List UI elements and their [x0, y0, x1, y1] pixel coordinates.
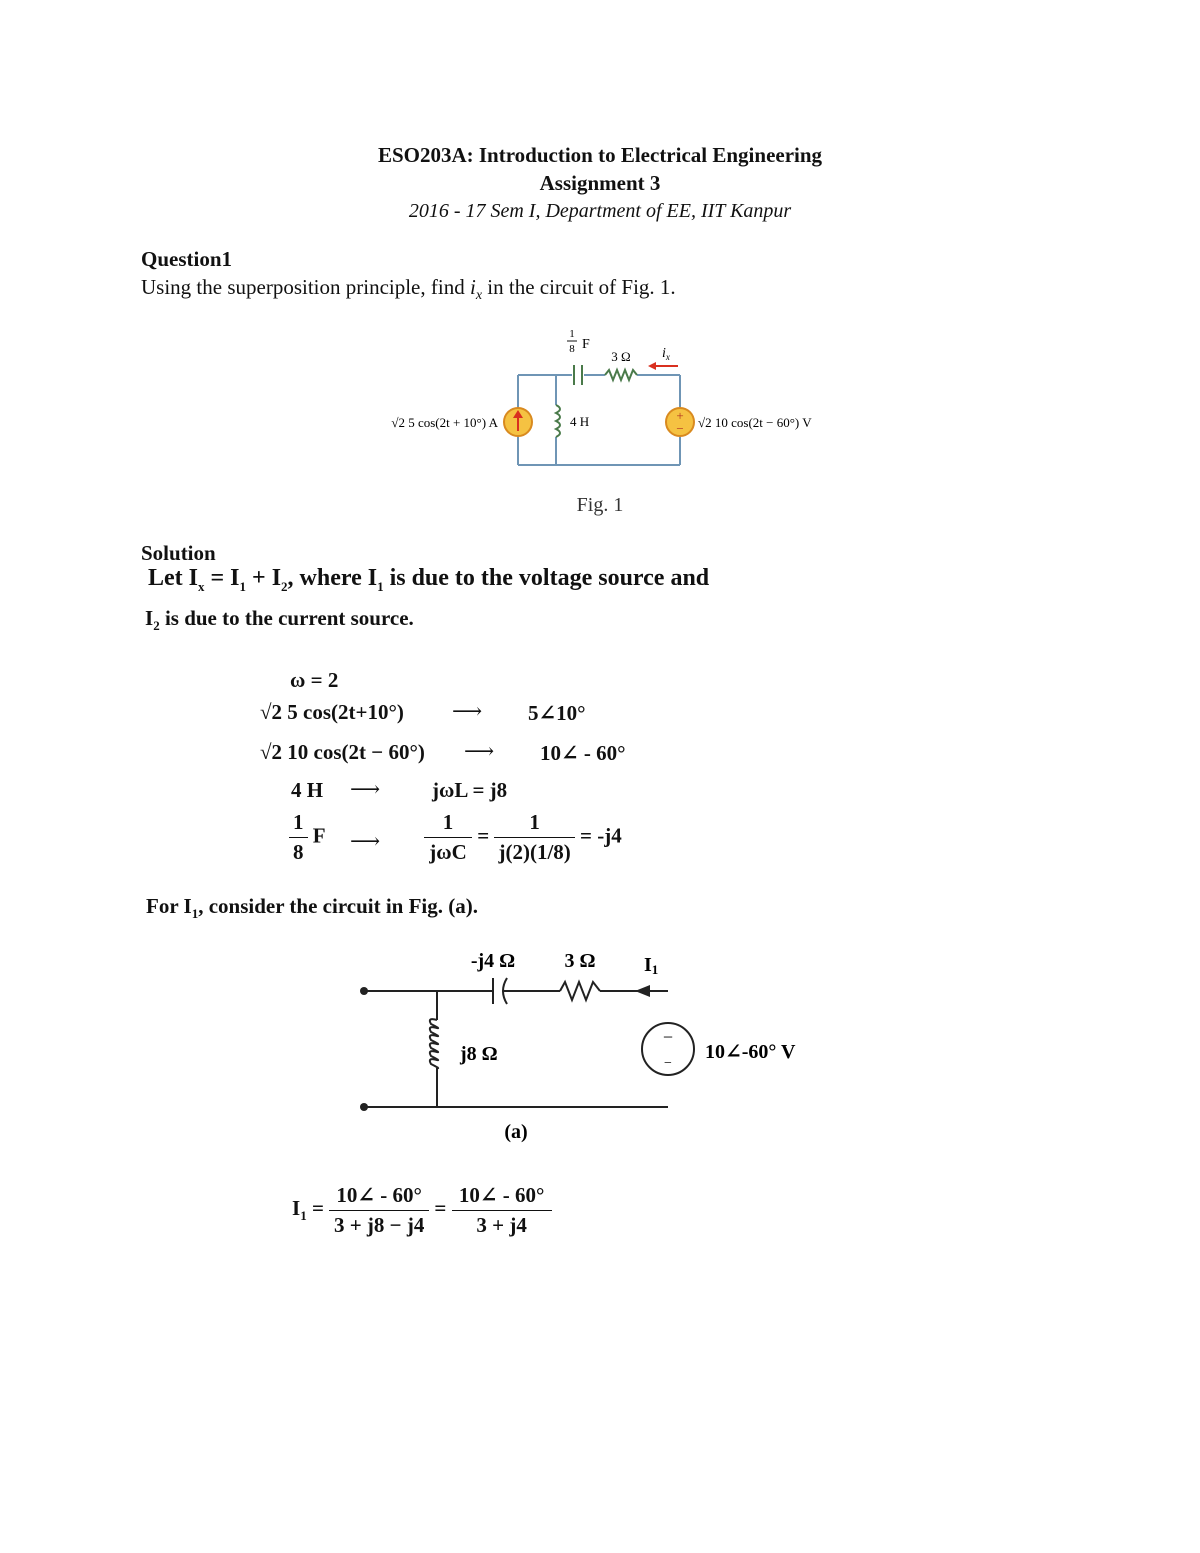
solution-let: Let [148, 565, 183, 591]
fig1-cap-bot: 8 [569, 343, 575, 355]
fig1-current-source-label: √2 5 cos(2t + 10°) A [391, 415, 498, 430]
solution-where: where [299, 565, 362, 591]
question-text-before: Using the superposition principle, find [141, 275, 465, 299]
fig1-resistor-label: 3 Ω [611, 349, 631, 364]
question-variable: i [469, 275, 476, 299]
fig1-inductor [556, 405, 560, 437]
eq3-left: 4 H [291, 778, 324, 802]
final-f1-den: 3 + j8 − j4 [333, 1213, 425, 1237]
assignment-title: Assignment 3 [539, 171, 661, 195]
course-title: ESO203A: Introduction to Electrical Engineering [377, 143, 823, 167]
fig-a-source-label: 10∠-60° V [705, 1041, 796, 1063]
svg-text:−: − [664, 1056, 672, 1071]
fig1-voltage-source [666, 408, 694, 436]
final-lhs-var: I [292, 1195, 301, 1220]
eq3-right: jωL = j8 [432, 778, 508, 802]
question-text-after: in the circuit of Fig. 1. [487, 275, 676, 299]
eq4-right: $\frac{1}{\text{jωC}}$ = $\frac{1}{j(2)(1/8)}$ = -j4 [424, 810, 622, 865]
fig-a-cap-label: -j4 Ω [470, 950, 516, 972]
final-lhs [292, 1195, 307, 1223]
svg-text:−: − [662, 1027, 674, 1047]
fig1-current-sub: x [665, 352, 670, 362]
question-heading: Question1 [141, 247, 233, 271]
eq4-left [289, 810, 326, 865]
eq2-right: 10∠ - 60° [540, 741, 626, 765]
fig1-resistor [605, 370, 637, 380]
fig1-current-label [662, 346, 670, 362]
eq2-arrow: ⟶ [464, 739, 495, 763]
eq4-arrow: ⟶ [350, 829, 381, 853]
for-rest: , consider the circuit in Fig. (a). [198, 894, 478, 918]
eq4-f1-num: 1 [424, 810, 472, 838]
final-lhs-sub: 1 [300, 1208, 307, 1223]
fig-a-current-sub: 1 [651, 962, 659, 977]
fig1-cap-top: 1 [569, 328, 575, 340]
solution-line1: Let $I_x = I_1 + I_2$, where $I_1$ is due to the voltage source and [148, 565, 710, 594]
eq1-arrow: ⟶ [452, 699, 483, 723]
for-line: For $I_1$, consider the circuit in Fig. (a). [146, 894, 478, 922]
omega-line: ω = 2 [290, 668, 339, 692]
solution-line1-end: is due to the voltage source and [389, 565, 710, 591]
final-f2-num: 10∠ - 60° [452, 1182, 552, 1211]
eq2-left: √2 10 cos(2t − 60°) [260, 740, 425, 764]
eq4-f1-den: jωC [429, 840, 467, 864]
fig-a-caption: (a) [504, 1121, 528, 1143]
eq4-den: 8 [293, 840, 304, 864]
eq4-unit: F [312, 823, 326, 848]
for-text: For [146, 894, 179, 918]
solution-line2: $I_2$ is due to the current source. [145, 606, 414, 634]
final-f1-num: 10∠ - 60° [329, 1182, 429, 1211]
solution-line2-text: is due to the current source. [164, 606, 414, 630]
fig1-current-var: i [662, 346, 666, 361]
svg-text:+: + [676, 408, 684, 423]
fig1-capacitor [574, 365, 582, 385]
eq1-left: √2 5 cos(2t+10°) [260, 700, 404, 724]
semester-line: 2016 - 17 Sem I, Department of EE, IIT Kanpur [408, 200, 792, 222]
eq3-arrow: ⟶ [350, 777, 381, 801]
eq1-right: 5∠10° [528, 701, 586, 725]
fig-a-current-label [644, 954, 658, 977]
fig1-cap-unit: F [582, 337, 590, 352]
svg-text:−: − [676, 421, 684, 436]
fig-a-res-label: 3 Ω [564, 950, 596, 972]
question-variable-sub: x [475, 288, 483, 304]
final-f2-den: 3 + j4 [476, 1213, 527, 1237]
fig-a-current-var: I [644, 954, 652, 976]
eq4-f2-den: j(2)(1/8) [498, 840, 571, 864]
fig1-caption: Fig. 1 [576, 494, 624, 516]
fig-a-ind-label: j8 Ω [460, 1043, 498, 1065]
fig-a-circuit [350, 940, 830, 1150]
fig1-circuit [360, 325, 850, 475]
eq4-result: = -j4 [580, 823, 622, 848]
final-equation: $I_1$ = $\frac{10\angle - 60^\circ}{3 + j8 - j4}$ = $\frac{10\angle - 60^\circ}{3 + j4}$ [292, 1182, 552, 1238]
eq4-num: 1 [289, 810, 308, 838]
fig1-voltage-source-label: √2 10 cos(2t − 60°) V [698, 415, 812, 430]
fig-a-current-arrow [635, 985, 650, 997]
fig1-inductor-label: 4 H [570, 414, 590, 429]
fig-a-terminal-top [360, 987, 368, 995]
fig1-current-arrow [648, 362, 678, 370]
fig1-current-source [504, 408, 532, 436]
solution-heading: Solution [141, 541, 216, 565]
question-text [141, 275, 676, 304]
eq4-f2-num: 1 [494, 810, 574, 838]
fig-a-terminal-bottom [360, 1103, 368, 1111]
fig-a-voltage-source [642, 1023, 694, 1075]
